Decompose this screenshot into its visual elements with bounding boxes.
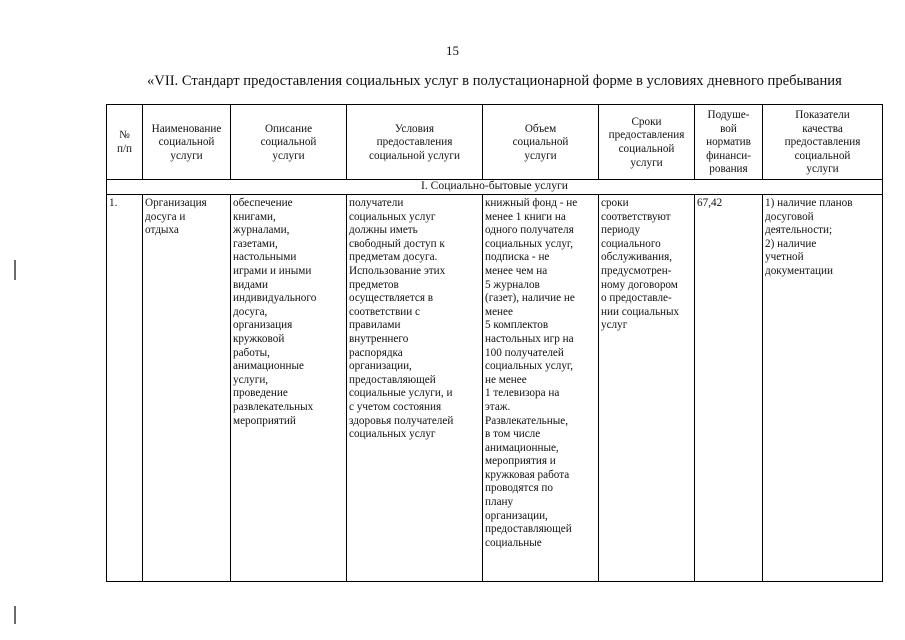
- page-number: 15: [446, 43, 459, 58]
- scan-edge-mark: [14, 260, 16, 280]
- services-standard-table: [106, 104, 883, 582]
- header-terms: Сроки предоставления социальной услуги: [599, 105, 695, 180]
- section-row: [107, 180, 883, 195]
- cell-service-name: Организация досуга и отдыха: [143, 195, 231, 582]
- header-volume: Объем социальной услуги: [483, 105, 599, 180]
- cell-conditions: получатели социальных услуг должны иметь свободный доступ к предметам досуга. Использование этих предметов осуществляется в соответствии с правилами внутреннего распорядка организации, предоставляющей социальные услуги, и с учетом состояния здоровья получателей социальных услуг: [347, 195, 483, 582]
- cell-description: обеспечение книгами, журналами, газетами, настольными играми и иными видами индивидуального досуга, организация кружковой работы, анимационные услуги, проведение развлекательных мероприятий: [231, 195, 347, 582]
- cell-number: 1.: [107, 195, 143, 582]
- cell-quality: 1) наличие планов досуговой деятельности; 2) наличие учетной документации: [763, 195, 883, 582]
- table-header-row: [107, 105, 883, 180]
- cell-volume: книжный фонд - не менее 1 книги на одного получателя социальных услуг, подписка - не менее чем на 5 журналов (газет), наличие не менее 5 комплектов настольных игр на 100 получателей социальных услуг, не менее 1 телевизора на этаж. Развлекательные, в том числе анимационные, мероприятия и кружковая работа проводятся по плану организации, предоставляющей социальные: [483, 195, 599, 582]
- cell-terms: сроки соответствуют периоду социального обслуживания, предусмотрен- ному договором о предоставле- нии социальных услуг: [599, 195, 695, 582]
- document-heading: «VII. Стандарт предоставления социальных услуг в полустационарной форме в условиях дневного пребывания: [147, 73, 842, 89]
- scan-edge-mark: [14, 606, 16, 624]
- header-quality: Показатели качества предоставления социальной услуги: [763, 105, 883, 180]
- header-funding: Подуше- вой норматив финанси- рования: [695, 105, 763, 180]
- table-row: [107, 195, 883, 582]
- header-description: Описание социальной услуги: [231, 105, 347, 180]
- section-title: I. Социально-бытовые услуги: [107, 180, 883, 195]
- header-service-name: Наименование социальной услуги: [143, 105, 231, 180]
- header-conditions: Условия предоставления социальной услуги: [347, 105, 483, 180]
- cell-funding: 67,42: [695, 195, 763, 582]
- header-number: № п/п: [107, 105, 143, 180]
